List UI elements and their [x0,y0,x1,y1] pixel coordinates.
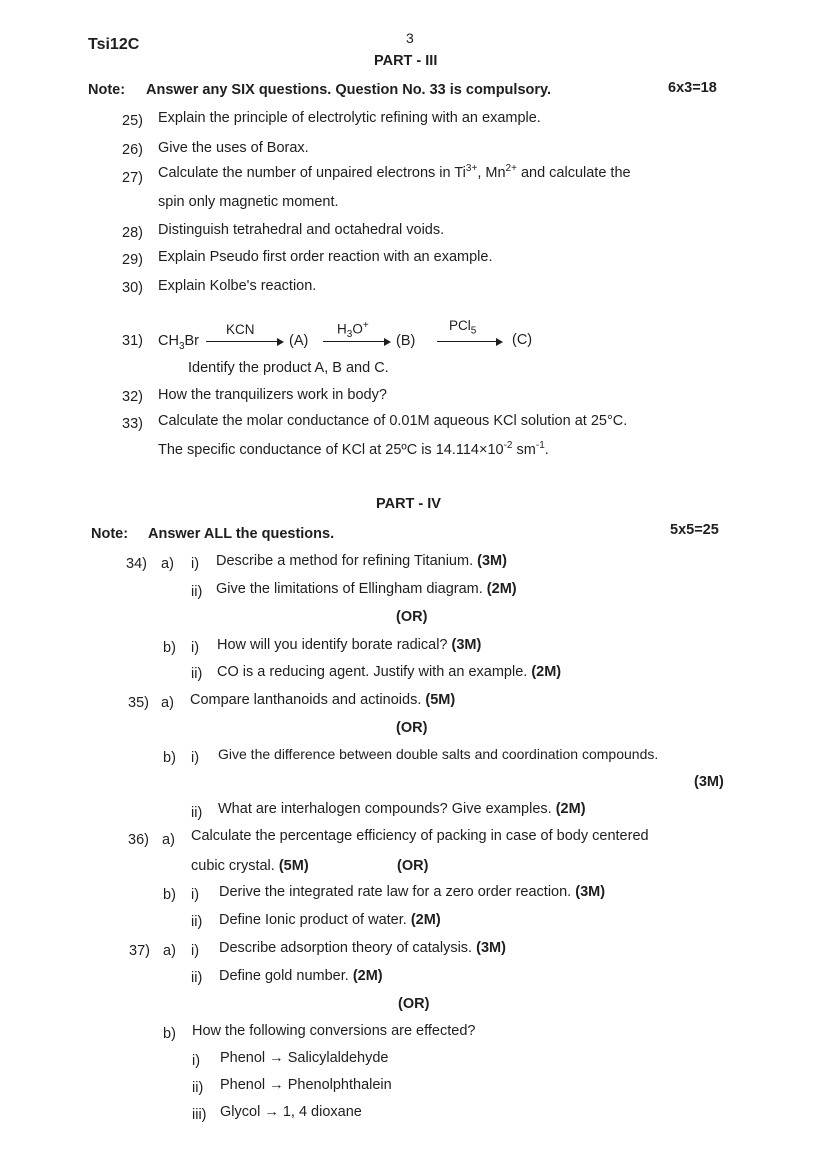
sub-label-a-ii: ii) [191,970,203,986]
question-text: Explain Kolbe's reaction. [158,278,317,294]
question-text-line-2: cubic crystal. (5M) [191,858,309,874]
question-text: Give the limitations of Ellingham diagram. (2M) [216,581,517,597]
conversion-label: iii) [192,1107,207,1123]
reagent-kcn: KCN [226,322,255,337]
question-number: 27) [122,170,143,186]
sub-label-b-ii: ii) [191,666,203,682]
conversion-item: Phenol → Phenolphthalein [220,1077,392,1093]
sub-label-b: b) [163,1026,176,1042]
question-number: 32) [122,389,143,405]
question-text: Give the uses of Borax. [158,140,309,156]
question-text: Calculate the percentage efficiency of packing in case of body centered [191,828,649,844]
question-number: 31) [122,333,143,349]
question-text-line-2: Identify the product A, B and C. [188,360,389,376]
or-separator: (OR) [397,858,429,874]
question-text: Explain the principle of electrolytic refining with an example. [158,110,541,126]
part-4-title: PART - IV [376,496,441,512]
question-text: How the following conversions are effected? [192,1023,476,1039]
conversion-label: ii) [192,1080,204,1096]
question-text: Derive the integrated rate law for a zero order reaction. (3M) [219,884,606,900]
reagent-h3o: $H_3O^+$ [337,320,369,341]
reaction-arrow-2 [323,341,389,342]
question-text: CO is a reducing agent. Justify with an example. (2M) [217,664,562,680]
question-number: 37) [129,943,150,959]
reactant-ch3br: $CH_3Br$ [158,333,200,352]
question-text: How the tranquilizers work in body? [158,387,387,403]
sub-label-a-ii: ii) [191,584,203,600]
question-number: 36) [128,832,149,848]
marks: (3M) [694,774,724,790]
part-3-title: PART - III [374,53,438,69]
sub-label-b-i: i) [191,887,200,903]
part-3-note-label: Note: [88,82,126,98]
or-separator: (OR) [398,996,430,1012]
question-text: Calculate the number of unpaired electrons in $Ti^{3+}$, $Mn^{2+}$ and calculate the [158,163,631,181]
part-4-note-label: Note: [91,526,129,542]
or-separator: (OR) [396,720,428,736]
conversion-item: Glycol → 1, 4 dioxane [220,1104,362,1120]
question-text: Describe a method for refining Titanium. (3M) [216,553,507,569]
question-number: 33) [122,416,143,432]
product-a: (A) [289,333,309,349]
sub-label-b-ii: ii) [191,914,203,930]
part-3-marks: 6x3=18 [668,80,717,96]
question-text: Describe adsorption theory of catalysis. (3M) [219,940,506,956]
question-text: Compare lanthanoids and actinoids. (5M) [190,692,456,708]
part-4-note-text: Answer ALL the questions. [148,526,335,542]
question-text: Distinguish tetrahedral and octahedral voids. [158,222,445,238]
question-text: Give the difference between double salts and coordination compounds. [218,746,659,762]
question-number: 26) [122,142,143,158]
conversion-item: Phenol → Salicylaldehyde [220,1050,389,1066]
question-text: What are interhalogen compounds? Give examples. (2M) [218,801,586,817]
question-text: Calculate the molar conductance of 0.01M aqueous KCl solution at 25°C. [158,413,628,429]
product-b: (B) [396,333,416,349]
question-number: 30) [122,280,143,296]
question-number: 29) [122,252,143,268]
sub-label-b: b) [163,750,176,766]
sub-label-a: a) [163,943,176,959]
question-number: 34) [126,556,147,572]
sub-label-a-i: i) [191,556,200,572]
question-text-line-2: spin only magnetic moment. [158,194,339,210]
question-text-line-2: The specific conductance of KCl at 25ºC is $14.114\times 10^{-2}$ $sm^{-1}$. [158,440,549,458]
question-number: 35) [128,695,149,711]
reaction-arrow-1 [206,341,282,342]
or-separator: (OR) [396,609,428,625]
sub-label-b: b) [163,887,176,903]
conversion-label: i) [192,1053,201,1069]
reagent-pcl5: PCl$_5$ [449,318,477,337]
question-text: Define gold number. (2M) [219,968,383,984]
question-number: 28) [122,225,143,241]
sub-label-a: a) [162,832,175,848]
part-4-marks: 5x5=25 [670,522,719,538]
product-c: (C) [512,332,533,348]
question-text: Explain Pseudo first order reaction with an example. [158,249,493,265]
question-text: How will you identify borate radical? (3M) [217,637,482,653]
question-text: Define Ionic product of water. (2M) [219,912,441,928]
part-3-note-text: Answer any SIX questions. Question No. 33 is compulsory. [146,82,552,98]
paper-code: Tsi12C [88,36,140,53]
reaction-arrow-3 [437,341,501,342]
sub-label-a: a) [161,695,174,711]
sub-label-a-i: i) [191,943,200,959]
page-number: 3 [406,30,414,46]
sub-label-b: b) [163,640,176,656]
sub-label-b-i: i) [191,750,200,766]
sub-label-b-ii: ii) [191,805,203,821]
sub-label-b-i: i) [191,640,200,656]
sub-label-a: a) [161,556,174,572]
question-number: 25) [122,113,143,129]
